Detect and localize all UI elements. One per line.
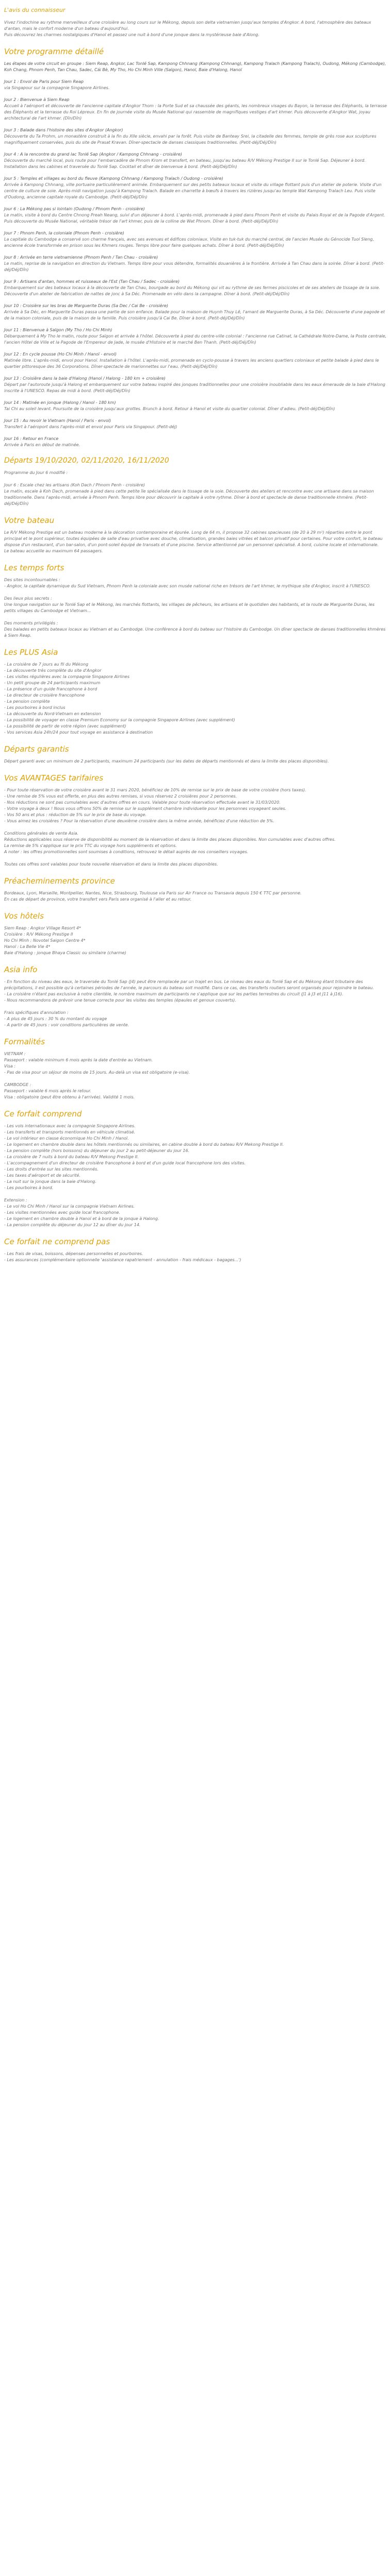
highlights-section xyxy=(4,563,387,639)
plus-item: - La croisière de 7 jours au fil du Mékong xyxy=(4,662,89,667)
programme-day-text: Arrivée à Paris en début de matinée. xyxy=(4,443,80,447)
hotels-section xyxy=(4,911,387,956)
programme-day xyxy=(4,351,387,370)
programme-day-title: Jour 13 : Croisière dans la baie d'Halong (Hanoï / Halong - 180 km + croisière) xyxy=(4,376,166,381)
info-text: - En fonction du niveau des eaux, le traversée du Tonlé Sap (J4) peut être remplacée par un trajet en bus. Le niveau des eaux du Tonlé Sap et du Mékong étant tributaire des précipitations, il est possible qu'à certaines périodes de l'année, le parcours du bateau soit modifié. Dans ce cas, des transferts routiers seront organisés pour rejoindre le bateau. - La croisière n'étant pas exclusive à notre clientèle, le nombre maximum de participants ne s'applique que sur les parties terrestres du circuit (J1 à J3 et J11 à J16). - Nous recommandons de prévoir une tenue correcte pour les visites des temples (épaules et genoux couverts). Frais spécifiques d'annulation : - A plus de 45 jours : 30 % du montant du voyage - A partir de 45 jours : voir conditions particulières de vente. xyxy=(4,979,374,1027)
programme-day xyxy=(4,376,387,394)
advantages-text: - Pour toute réservation de votre croisière avant le 31 mars 2020, bénéficiez de 10% de remise sur le prix de base de votre croisière (hors taxes). - Une remise de 5% vous est offerte, en plus des autres remises, si vous réservez 2 croisières pour 2 personnes. - Nos réductions ne sont pas cumulables avec d'autres offres en cours. Valable pour toute réservation effectuée avant le 31/03/2020. - Votre voyage à deux ! Nous vous offrons 50% de remise sur le supplément chambre individuelle pour les personnes voyageant seules. - Vos 50 ans et plus : réduction de 5% sur le prix de base du voyage. - Vous aimez les croisières ? Pour la réservation d'une deuxième croisière dans la même année, bénéficiez d'une réduction de 5%. Conditions générales de vente Asia. Réductions applicables sous réserve de disponibilité au moment de la réservation et dans la limite des places disponibles. Non cumulables avec d'autres offres. La remise de 5% s'applique sur le prix TTC du voyage hors suppléments et options. A noter : les offres promotionnelles sont soumises à conditions, retrouvez le détail auprès de nos conseillers voyages. Toutes ces offres sont valables pour toute nouvelle réservation et dans la limite des places disponibles. xyxy=(4,788,336,867)
programme-day-title: Les étapes de votre circuit en groupe : Siem Reap, Angkor, Lac Tonlé Sap, Kampong Chhnang (Kampong Chhnang), Kampong Tralach (Kampong Tralach), Oudong, Mékong (Cambodge), Koh Chang, Phnom Penh, Tan Chau, Sadec, Cái Bè, My Tho, Ho Chi Minh Ville (Saïgon), Hanoï, Baie d'Halong, Hanoï xyxy=(4,61,386,72)
plus-item: - La pension complète xyxy=(4,699,50,704)
programme-day-title: Jour 9 : Artisans d'antan, hommes et ruisseaux de l'Est (Tan Chau / Sadec - croisière) xyxy=(4,279,180,284)
programme-day-title: Jour 15 : Au revoir le Vietnam (Hanoï / Paris - envol) xyxy=(4,418,111,423)
boat-section xyxy=(4,515,387,554)
programme-day-text: Transfert à l'aéroport dans l'après-midi et envol pour Paris via Singapour. (Petit-déj) xyxy=(4,425,177,429)
pre-post-title: Préacheminements province xyxy=(4,876,115,886)
formalities-section xyxy=(4,1037,387,1100)
programme-day xyxy=(4,97,387,122)
not-included-section xyxy=(4,1236,387,1263)
programme-day xyxy=(4,327,387,346)
programme-day xyxy=(4,436,387,448)
plus-item: - Les pourboires à bord inclus xyxy=(4,705,66,710)
plus-item: - Le directeur de croisière francophone xyxy=(4,693,85,698)
programme-day-text: Le matin, reprise de la navigation en direction du Vietnam. Temps libre pour vous détendre, formalités douanières à la frontière. Arrivée à Tan Chau dans la soirée. Dîner à bord. (Petit-déj/Déj/Dîn) xyxy=(4,261,385,272)
programme-day-text: Débarquement à My Tho le matin, route pour Saïgon et arrivée à l'hôtel. Découverte à pied du centre-ville colonial : l'ancienne rue Catinat, la Cathédrale Notre-Dame, la Poste centrale, l'ancien Hôtel de Ville et la Pagode de l'Empereur de Jade, le musée d'Histoire et le marché Ben Thanh. (Petit-déj/Déj/Dîn) xyxy=(4,334,387,345)
programme-day xyxy=(4,303,387,321)
plus-item: - Les visites régulières avec la compagnie Singapore Airlines xyxy=(4,674,130,679)
programme-day-title: Jour 3 : Balade dans l'histoire des sites d'Angkor (Angkor) xyxy=(4,128,123,132)
programme-day-title: Jour 11 : Bienvenue à Saïgon (My Tho / Ho Chi Minh) xyxy=(4,328,112,332)
programme-day-text: Le matin, visite à bord du Centre Chnong Preah Neang, suivi d'un déjeuner à bord. L'après-midi, promenade à pied dans Phnom Penh et visite du Palais Royal et de la Pagode d'Argent. Puis découverte du Musée National, véritable trésor de l'art khmer, puis de la colline de Wat Phnom. Dîner à bord. (Petit-déj/Déj/Dîn) xyxy=(4,213,385,224)
programme-day-title: Jour 6 : La Mékong pas si lointain (Oudong / Phnom Penh - croisière) xyxy=(4,207,145,211)
info-title: Asia info xyxy=(4,965,38,974)
included-title: Ce forfait comprend xyxy=(4,1109,82,1118)
programme-day-title: Jour 5 : Temples et villages au bord du fleuve (Kampong Chhnang / Kampong Tralach / Oudong - croisière) xyxy=(4,176,223,181)
pre-post-section xyxy=(4,876,387,903)
programme-day-title: Jour 2 : Bienvenue à Siem Reap xyxy=(4,97,70,102)
connoisseur-intro: Vivez l'indochine au rythme merveilleux d'une croisière au long cours sur le Mékong, depuis son delta vietnamien jusqu'aux temples d'Angkor. A bord, l'atmosphère des bateaux d'antan, mais le confort moderne d'un bateau d'aujourd'hui. Puis découvrez les charmes nostalgiques d'Hanoï et passez une nuit à bord d'une jonque dans la mystérieuse baie d'Along. xyxy=(4,20,371,37)
included-section xyxy=(4,1109,387,1228)
programme-day xyxy=(4,79,387,91)
plus-item: - La possibilité de partir de votre région (avec supplément) xyxy=(4,724,126,728)
programme-day xyxy=(4,61,387,73)
programme-day-title: Jour 12 : En cycle pousse (Ho Chi Minh / Hanoï - envol) xyxy=(4,352,117,357)
departures-title: Départs 19/10/2020, 02/11/2020, 16/11/2020 xyxy=(4,456,169,465)
programme-day-title: Jour 1 : Envol de Paris pour Siem Reap xyxy=(4,79,84,84)
programme-day xyxy=(4,418,387,430)
programme-day-text: Arrivée à Kampong Chhnang, ville portuaire particulièrement animée. Embarquement sur des petits bateaux locaux et visite du village flottant puis d'un atelier de poterie. Visite d'un centre de culture de soie. Après-midi navigation jusqu'à Kampong Tralach. Balade en charrette à bœufs à travers les rizières jusqu'au temple Wat Kampong Tralach Leu. Puis visite d'Oudong, ancienne capitale royale du Cambodge. (Petit-déj/Déj/Dîn) xyxy=(4,182,382,199)
connoisseur-title: L'avis du connaisseur xyxy=(4,7,66,13)
page xyxy=(0,0,391,1284)
programme-day-title: Jour 4 : A la rencontre du grand lac Tonlé Sap (Angkor / Kampong Chhnang - croisière) xyxy=(4,152,183,157)
programme-day-text: Embarquement sur des bateaux locaux à la découverte de Tan Chau, bourgade au bord du Mékong qui vit au rythme de ses fermes piscicoles et de ses ateliers de tissage de la soie. Découverte d'un atelier de fabrication de nattes de jonc à Sa Déc. Promenade en vélo dans la campagne. Dîner à bord. (Petit-déj/Déj/Dîn) xyxy=(4,285,380,296)
hotels-list xyxy=(4,925,387,956)
programme-day xyxy=(4,127,387,146)
plus-item: - Vos services Asia 24h/24 pour tout voyage en assistance à destination xyxy=(4,730,153,735)
info-section xyxy=(4,964,387,1028)
highlights-title: Les temps forts xyxy=(4,563,64,572)
plus-section xyxy=(4,647,387,736)
advantages-title: Vos AVANTAGES tarifaires xyxy=(4,773,104,783)
programme-day-title: Jour 14 : Matinée en jonque (Halong / Hanoï - 180 km) xyxy=(4,400,116,405)
plus-title: Les PLUS Asia xyxy=(4,648,58,657)
connoisseur-section xyxy=(4,5,387,38)
programme-day xyxy=(4,279,387,297)
programme-day xyxy=(4,400,387,412)
guaranteed-title: Départs garantis xyxy=(4,744,69,754)
programme-day xyxy=(4,151,387,170)
not-included-title: Ce forfait ne comprend pas xyxy=(4,1237,110,1246)
programme-day-text: Matinée libre. L'après-midi, envol pour Hanoï. Installation à l'hôtel. L'après-midi, promenade en cyclo-pousse à travers les anciens quartiers coloniaux et petite balade à pied dans le quartier pittoresque des 36 Corporations. Dîner-spectacle de marionnettes sur l'eau. (Petit-déj/Déj/Dîn) xyxy=(4,358,379,369)
programme-day-title: Jour 7 : Phnom Penh, la coloniale (Phnom Penh - croisière) xyxy=(4,231,124,235)
programme-day-text: via Singapour sur la compagnie Singapore Airlines. xyxy=(4,86,110,90)
programme-day xyxy=(4,255,387,273)
formalities-text: VIETNAM : Passeport : valable minimum 6 mois après la date d'entrée au Vietnam. Visa : - Pas de visa pour un séjour de moins de 15 jours. Au-delà un visa est obligatoire (e-visa). CAMBODGE : Passeport : valable 6 mois après le retour. Visa : obligatoire (peut être obtenu à l'arrivée). Validité 1 mois. xyxy=(4,1052,190,1099)
formalities-title: Formalités xyxy=(4,1037,45,1046)
pre-post-text: Bordeaux, Lyon, Marseille, Montpellier, Nantes, Nice, Strasbourg, Toulouse via Paris sur Air France ou Transavia depuis 150 € TTC par personne. En cas de départ de province, votre transfert vers Paris sera organisé à l'aller et au retour. xyxy=(4,891,302,902)
hotel-item: Siem Reap : Angkor Village Resort 4* xyxy=(4,926,81,930)
guaranteed-text: Départ garanti avec un minimum de 2 participants, maximum 24 participants (sur les dates de départs mentionnés et dans la limite des places disponibles). xyxy=(4,759,329,764)
programme-day-title: Jour 16 : Retour en France xyxy=(4,436,59,441)
plus-item: - La découverte du Nord-Vietnam en extension xyxy=(4,711,101,716)
not-included-text: - Les frais de visas, boissons, dépenses personnelles et pourboires. - Les assurances (complémentaire optionnelle 'assistance rapatriement - annulation - frais médicaux - bagages...') xyxy=(4,1251,241,1262)
boat-title: Votre bateau xyxy=(4,516,55,525)
boat-text: Le R/V Mékong Prestige est un bateau moderne à la décoration contemporaine et épurée. Long de 64 m, il propose 32 cabines spacieuses (de 20 à 29 m²) réparties entre le pont principal et le pont supérieur, toutes équipées de salle d'eau privative avec douche, climatisation, grandes baies vitrées et balcon privatif pour certaines. Pour votre confort, le bateau dispose d'un restaurant, d'un bar-salon, d'un pont-soleil équipé de transats et d'une piscine. Service attentionné par un personnel spécialisé. A bord, cuisine locale et internationale. Le bateau accueille au maximum 64 passagers. xyxy=(4,530,383,553)
programme-day xyxy=(4,176,387,200)
programme-day-text: Découverte du Ta Prohm, un monastère construit à la fin du XIIe siècle, envahi par la forêt. Puis visite de Banteay Srei, la citadelle des femmes, temple de grès rose aux sculptures magnifiquement conservées, puis du site de Prasat Kravan. Dîner-spectacle de danses classiques traditionnelles. (Petit-déj/Déj/Dîn) xyxy=(4,134,377,145)
programme-title: Votre programme détaillé xyxy=(4,47,104,56)
advantages-section xyxy=(4,773,387,868)
hotel-item: Hanoï : La Belle Vie 4* xyxy=(4,944,51,949)
plus-item: - La découverte très complète du site d'Angkor xyxy=(4,668,102,673)
hotel-item: Ho Chi Minh : Novotel Saigon Centre 4* xyxy=(4,938,86,943)
hotel-item: Croisière : R/V Mékong Prestige II xyxy=(4,932,73,937)
hotels-title: Vos hôtels xyxy=(4,911,44,921)
programme-note: Programme du Jour 6 modifié : Jour 6 : Escale chez les artisans (Koh Dach / Phnom Penh - croisière) Le matin, escale à Koh Dach, promenade à pied dans cette petite île spécialisée dans le tissage de la soie. Découverte des ateliers et rencontre avec une artisane dans sa maison traditionnelle. Dans l'après-midi, arrivée à Phnom Penh. Temps libre pour découvrir la capitale à votre rythme. Dîner à bord et spectacle de danse traditionnelle khmère. (Petit-déj/Déj/Dîn) xyxy=(4,470,374,506)
plus-list xyxy=(4,662,387,736)
programme-day-text: La capitale du Cambodge a conservé son charme français, avec ses avenues et édifices coloniaux. Visite en tuk-tuk du marché central, de l'ancien Musée du Génocide Tuol Sleng, ancienne école transformée en prison sous les Khmers rouges. Temps libre pour faire quelques achats. Dîner à bord. (Petit-déj/Déj/Dîn) xyxy=(4,237,374,248)
hotel-item: Baie d'Halong : jonque Bhaya Classic ou similaire (charme) xyxy=(4,951,126,955)
included-text: - Les vols internationaux avec la compagnie Singapore Airlines. - Les transferts et transports mentionnés en véhicule climatisé. - Le vol intérieur en classe économique Ho Chi Minh / Hanoï. - Le logement en chambre double dans les hôtels mentionnés ou similaires, en cabine double à bord du bateau R/V Mekong Prestige II. - La pension complète (hors boissons) du déjeuner du jour 2 au petit-déjeuner du jour 16. - La croisière de 7 nuits à bord du bateau R/V Mekong Prestige II. - L'accompagnement d'un directeur de croisière francophone à bord et d'un guide local francophone lors des visites. - Les droits d'entrée sur les sites mentionnés. - Les taxes d'aéroport et de sécurité. - La nuit sur la jonque dans la baie d'Halong. - Les pourboires à bord. Extension : - Le vol Ho Chi Minh / Hanoï sur la compagnie Vietnam Airlines. - Les visites mentionnées avec guide local francophone. - Le logement en chambre double à Hanoï et à bord de la jonque à Halong. - La pension complète du déjeuner du jour 12 au dîner du jour 14. xyxy=(4,1124,284,1227)
programme-day xyxy=(4,230,387,249)
guaranteed-section xyxy=(4,744,387,765)
plus-item: - La présence d'un guide francophone à bord xyxy=(4,687,97,691)
programme-day-text: Tai Chi au soleil levant. Poursuite de la croisière jusqu'aux grottes. Brunch à bord. Retour à Hanoï et visite du quartier colonial. Dîner d'adieu. (Petit-déj/Déj/Dîn) xyxy=(4,406,335,411)
programme-day-title: Jour 10 : Croisière sur les bras de Marguerite Duras (Sa Dec / Cai Be - croisière) xyxy=(4,303,169,308)
plus-item: - La possibilité de voyager en classe Premium Economy sur la compagnie Singapore Airlines (avec supplément) xyxy=(4,718,235,722)
programme-day xyxy=(4,206,387,225)
programme-days xyxy=(4,61,387,448)
programme-day-text: Arrivée à Sa Déc, en Marguerite Duras passa une partie de son enfance. Balade pour la maison de Huynh Thuy Lê, l'amant de Marguerite Duras, à Sa Déc. Découverte d'une pagode et de la maison coloniale, puis de la maison de la famille. Puis croisière jusqu'à Cai Be. Dîner à bord. (Petit-déj/Déj/Dîn) xyxy=(4,310,385,320)
programme-day-text: Départ par l'autoroute jusqu'à Halong et embarquement sur votre bateau inspiré des jonques traditionnelles pour une croisière inoubliable dans les eaux émeraude de la baie d'Halong inscrite à l'UNESCO. Repas de midi à bord. (Petit-déj/Déj/Dîn) xyxy=(4,382,385,393)
programme-section xyxy=(4,46,387,448)
programme-day-text: Accueil à l'aéroport et découverte de l'ancienne capitale d'Angkor Thom : la Porte Sud et sa chaussée des géants, les nombreux visages du Bayon, la terrasse des Éléphants, la terrasse des Éléphants et la terrasse du Roi Lépreux. En fin de journée visite du Musée National qui rassemble de magnifiques vestiges d'art khmer. Puis découverte d'Angkor Wat, joyau architectural de l'art khmer. (Dîn/Dîn) xyxy=(4,104,387,121)
plus-item: - Un petit groupe de 24 participants maximum xyxy=(4,681,101,685)
programme-day-text: Découverte du marché local, puis route pour l'embarcadère de Phnom Krom et transfert, en bateau, jusqu'au bateau R/V Mékong Prestige II sur le Tonlé Sap. Déjeuner à bord. Installation dans les cabines et traversée du Tonlé Sap. Cocktail et dîner de bienvenue à bord. (Petit-déj/Déj/Dîn) xyxy=(4,158,366,169)
highlights-text: Des sites incontournables : - Angkor, la capitale dynamique du Sud Vietnam, Phnom Penh la coloniale avec son musée national riche en trésors de l'art khmer, le mythique site d'Angkor, inscrit à l'UNESCO. Des lieux plus secrets : Une longue navigation sur le Tonlé Sap et le Mékong, les marchés flottants, les villages de pêcheurs, les artisans et le quotidien des habitants, et la route de Marguerite Duras, les petits villages du Cambodge et Vietnam... Des moments privilégiés : Des balades en petits bateaux locaux au Vietnam et au Cambodge. Une conférence à bord du bateau sur l'histoire du Cambodge. Un dîner spectacle de danses traditionnelles khmères à Siem Reap. xyxy=(4,578,386,638)
programme-day-title: Jour 8 : Arrivée en terre vietnamienne (Phnom Penh / Tan Chau - croisière) xyxy=(4,255,158,260)
